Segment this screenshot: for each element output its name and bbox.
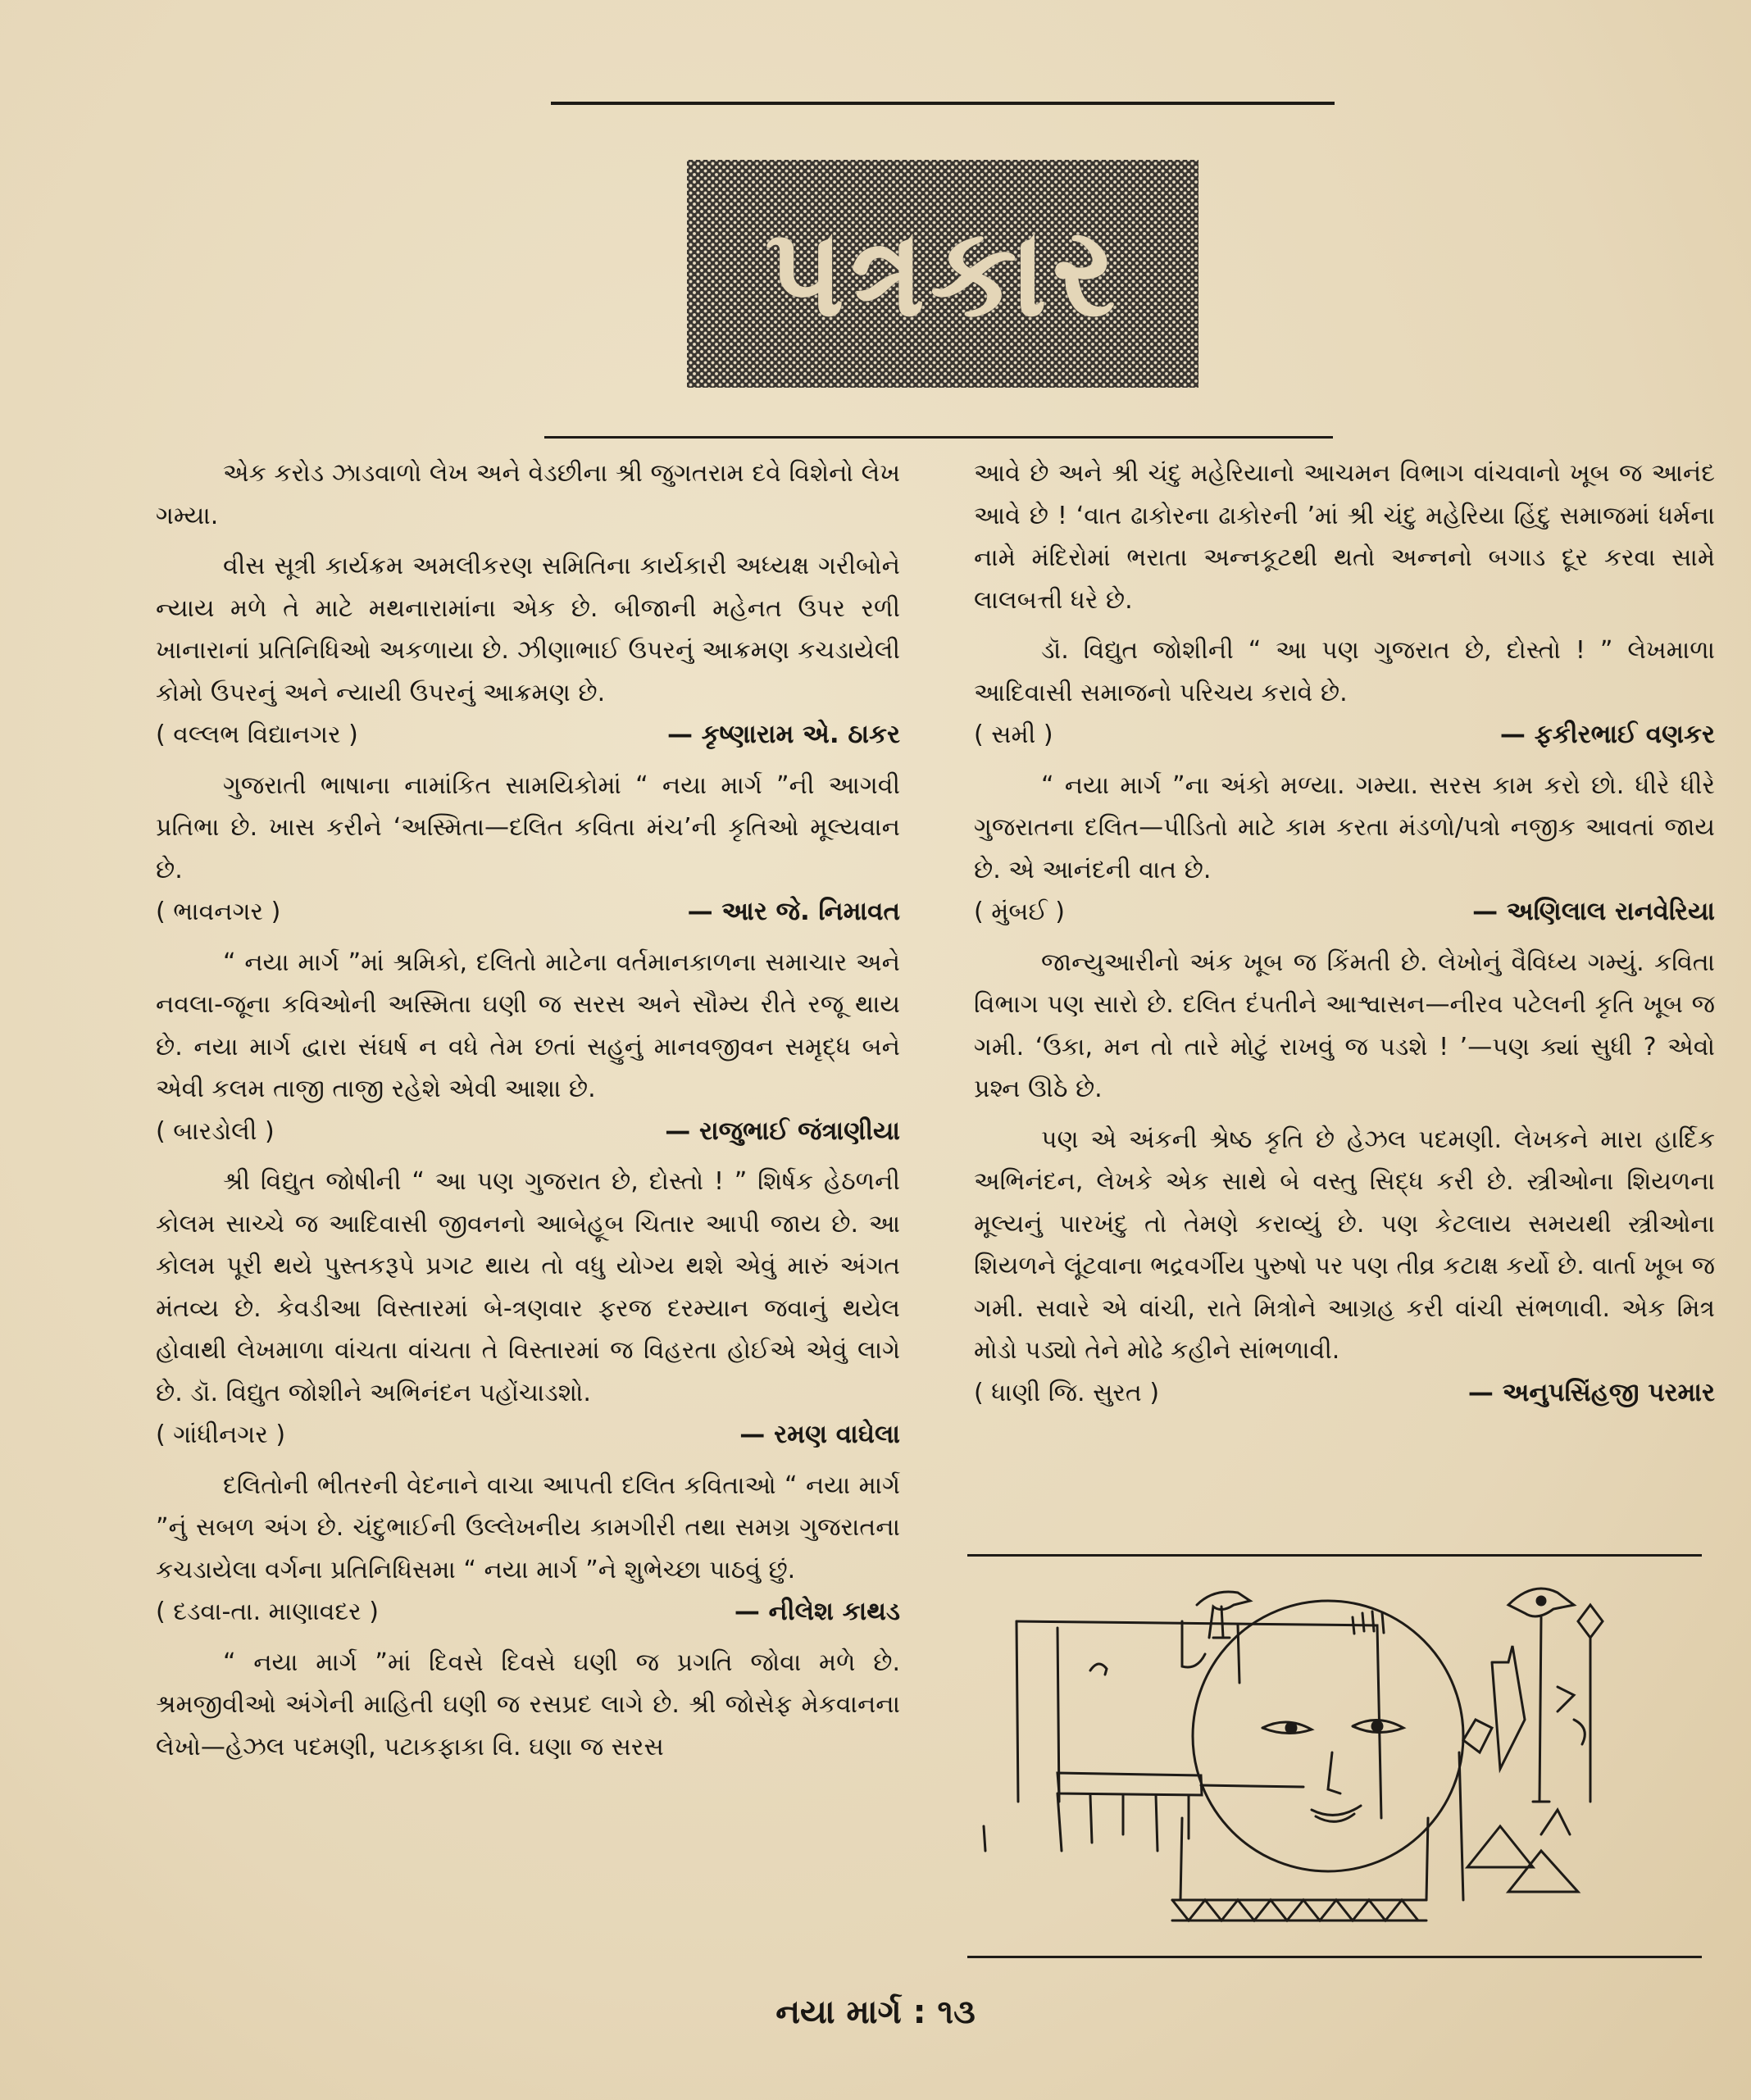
letter-item <box>974 630 1715 757</box>
letter-author: — ફકીરભાઈ વણકર <box>1499 720 1715 749</box>
letter-text: આવે છે અને શ્રી ચંદુ મહેરિયાનો આચમન વિભાગ વાંચવાનો ખૂબ જ આનંદ આવે છે ! ‘વાત ઢાકોરના ઢાકોરની ’માં શ્રી ચંદુ મહેરિયા હિંદુ સમાજમાં ધર્મના નામે મંદિરોમાં ભરાતા અન્નકૂટથી થતો અન્નનો બગાડ દૂર કરવા સામે લાલબત્તી ધરે છે. <box>974 459 1715 615</box>
letter-text: પણ એ અંકની શ્રેષ્ઠ કૃતિ છે હેઝલ પદમણી. લેખકને મારા હાર્દિક અભિનંદન, લેખકે એક સાથે બે વસ્તુ સિદ્ધ કરી છે. સ્ત્રીઓના શિયળના મૂલ્યનું પારખંદુ તો તેમણે કરાવ્યું છે. પણ કેટલાય સમયથી સ્ત્રીઓના શિયળને લૂંટવાના ભદ્રવર્ગીય પુરુષો પર પણ તીવ્ર કટાક્ષ કર્યો છે. વાર્તા ખૂબ જ ગમી. સવારે એ વાંચી, રાતે મિત્રોને આગ્રહ કરી વાંચી સંભળાવી. એક મિત્ર મોડો પડ્યો તેને મોઢે કહીને સાંભળાવી. <box>974 1125 1715 1365</box>
letter-text: “ નયા માર્ગ ”માં શ્રમિકો, દલિતો માટેના વર્તમાનકાળના સમાચાર અને નવલા-જૂના કવિઓની અસ્મિતા ઘણી જ સરસ અને સૌમ્ય રીતે રજૂ થાય છે. નયા માર્ગ દ્વારા સંઘર્ષ ન વધે તેમ છતાં સહુનું માનવજીવન સમૃદ્ધ બને એવી કલમ તાજી તાજી રહેશે એવી આશા છે. <box>156 948 900 1103</box>
letter-author: — કૃષ્ણારામ એ. ઠાકર <box>667 720 900 749</box>
sketch-bottom-rule <box>967 1956 1702 1958</box>
letter-text: ડૉ. વિદ્યુત જોશીની “ આ પણ ગુજરાત છે, દોસ્તો ! ” લેખમાળા આદિવાસી સમાજનો પરિચય કરાવે છે. <box>974 636 1715 707</box>
letter-text: “ નયા માર્ગ ”માં દિવસે દિવસે ઘણી જ પ્રગતિ જોવા મળે છે. શ્રમજીવીઓ અંગેની માહિતી ઘણી જ રસપ્રદ લાગે છે. શ્રી જોસેફ મેકવાનના લેખો—હેઝલ પદમણી, પટાકફાકા વિ. ઘણા જ સરસ <box>156 1648 900 1761</box>
section-title-box <box>687 160 1198 388</box>
letter-place: ( ધાણી જિ. સુરત ) <box>974 1378 1160 1407</box>
letter-item <box>974 452 1715 621</box>
letter-place: ( સમી ) <box>974 720 1053 749</box>
letter-signature <box>156 891 900 934</box>
letter-author: — અનુપસિંહજી પરમાર <box>1467 1377 1715 1407</box>
line-drawing-illustration <box>967 1556 1713 1966</box>
letter-item <box>156 942 900 1153</box>
letter-signature <box>156 1591 900 1634</box>
letter-item <box>156 765 900 934</box>
letter-item <box>974 765 1715 934</box>
letter-text: વીસ સૂત્રી કાર્યક્રમ અમલીકરણ સમિતિના કાર્યકારી અધ્યક્ષ ગરીબોને ન્યાય મળે તે માટે મથનારામાંના એક છે. બીજાની મહેનત ઉપર રળી ખાનારાનાં પ્રતિનિધિઓ અકળાયા છે. ઝીણાભાઈ ઉપરનું આક્રમણ કચડાયેલી કોમો ઉપરનું અને ન્યાયી ઉપરનું આક્રમણ છે. <box>156 552 900 707</box>
letter-text: એક કરોડ ઝાડવાળો લેખ અને વેડછીના શ્રી જુગતરામ દવે વિશેનો લેખ ગમ્યા. <box>156 459 900 530</box>
letter-place: ( ગાંધીનગર ) <box>156 1420 286 1449</box>
letter-item <box>156 1465 900 1634</box>
title-bottom-rule <box>544 436 1333 439</box>
letter-place: ( ભાવનગર ) <box>156 898 281 926</box>
letters-right-column <box>974 452 1715 1422</box>
letter-item <box>974 1119 1715 1415</box>
letter-item <box>156 545 900 757</box>
letter-place: ( મુંબઈ ) <box>974 898 1065 926</box>
letter-place: ( બારડોલી ) <box>156 1116 275 1146</box>
letter-signature <box>974 1372 1715 1415</box>
letter-item <box>156 1161 900 1457</box>
letters-left-column <box>156 452 900 1776</box>
letter-author: — રમણ વાઘેલા <box>739 1420 900 1449</box>
letter-place: ( દડવા-તા. માણાવદર ) <box>156 1598 379 1626</box>
letter-author: — અણિલાલ રાનવેરિયા <box>1472 897 1715 926</box>
letter-signature <box>974 891 1715 934</box>
letter-text: “ નયા માર્ગ ”ના અંકો મળ્યા. ગમ્યા. સરસ કામ કરો છો. ધીરે ધીરે ગુજરાતના દલિત—પીડિતો માટે કામ કરતા મંડળો/પત્રો નજીક આવતાં જાય છે. એ આનંદની વાત છે. <box>974 770 1715 884</box>
page-footer: નયા માર્ગ : ૧૩ <box>775 1993 976 2031</box>
letter-author: — રાજુભાઈ જંત્રાણીયા <box>665 1116 900 1146</box>
letter-item <box>974 942 1715 1111</box>
letter-signature <box>156 714 900 757</box>
section-title: પત્રકાર <box>765 201 1121 344</box>
top-rule <box>551 102 1335 105</box>
letter-item <box>156 452 900 537</box>
letter-text: દલિતોની ભીતરની વેદનાને વાચા આપતી દલિત કવિતાઓ “ નયા માર્ગ ”નું સબળ અંગ છે. ચંદુભાઈની ઉલ્લેખનીય કામગીરી તથા સમગ્ર ગુજરાતના કચડાયેલા વર્ગના પ્રતિનિધિસમા “ નયા માર્ગ ”ને શુભેચ્છા પાઠવું છું. <box>156 1470 900 1584</box>
letter-author: — આર જે. નિમાવત <box>687 897 900 926</box>
letter-place: ( વલ્લભ વિદ્યાનગર ) <box>156 720 358 749</box>
letter-author: — નીલેશ કાથડ <box>734 1597 900 1626</box>
letter-signature <box>156 1414 900 1457</box>
letter-signature <box>156 1111 900 1153</box>
letter-signature <box>974 714 1715 757</box>
letter-text: જાન્યુઆરીનો અંક ખૂબ જ કિંમતી છે. લેખોનું વૈવિધ્ય ગમ્યું. કવિતા વિભાગ પણ સારો છે. દલિત દંપતીને આશ્વાસન—નીરવ પટેલની કૃતિ ખૂબ જ ગમી. ‘ઉકા, મન તો તારે મોટું રાખવું જ પડશે ! ’—પણ ક્યાં સુધી ? એવો પ્રશ્ન ઊઠે છે. <box>974 948 1715 1103</box>
letter-text: શ્રી વિદ્યુત જોષીની “ આ પણ ગુજરાત છે, દોસ્તો ! ” શિર્ષક હેઠળની કોલમ સાચ્ચે જ આદિવાસી જીવનનો આબેહૂબ ચિતાર આપી જાય છે. આ કોલમ પૂરી થયે પુસ્તકરૂપે પ્રગટ થાય તો વધુ યોગ્ય થશે એવું મારું અંગત મંતવ્ય છે. કેવડીઆ વિસ્તારમાં બે-ત્રણવાર ફરજ દરમ્યાન જવાનું થયેલ હોવાથી લેખમાળા વાંચતા વાંચતા તે વિસ્તારમાં જ વિહરતા હોઈએ એવું લાગે છે. ડૉ. વિદ્યુત જોશીને અભિનંદન પહોંચાડશો. <box>156 1167 900 1407</box>
letter-item <box>156 1642 900 1769</box>
letter-text: ગુજરાતી ભાષાના નામાંકિત સામયિકોમાં “ નયા માર્ગ ”ની આગવી પ્રતિભા છે. ખાસ કરીને ‘અસ્મિતા—દલિત કવિતા મંચ’ની કૃતિઓ મૂલ્યવાન છે. <box>156 770 900 884</box>
